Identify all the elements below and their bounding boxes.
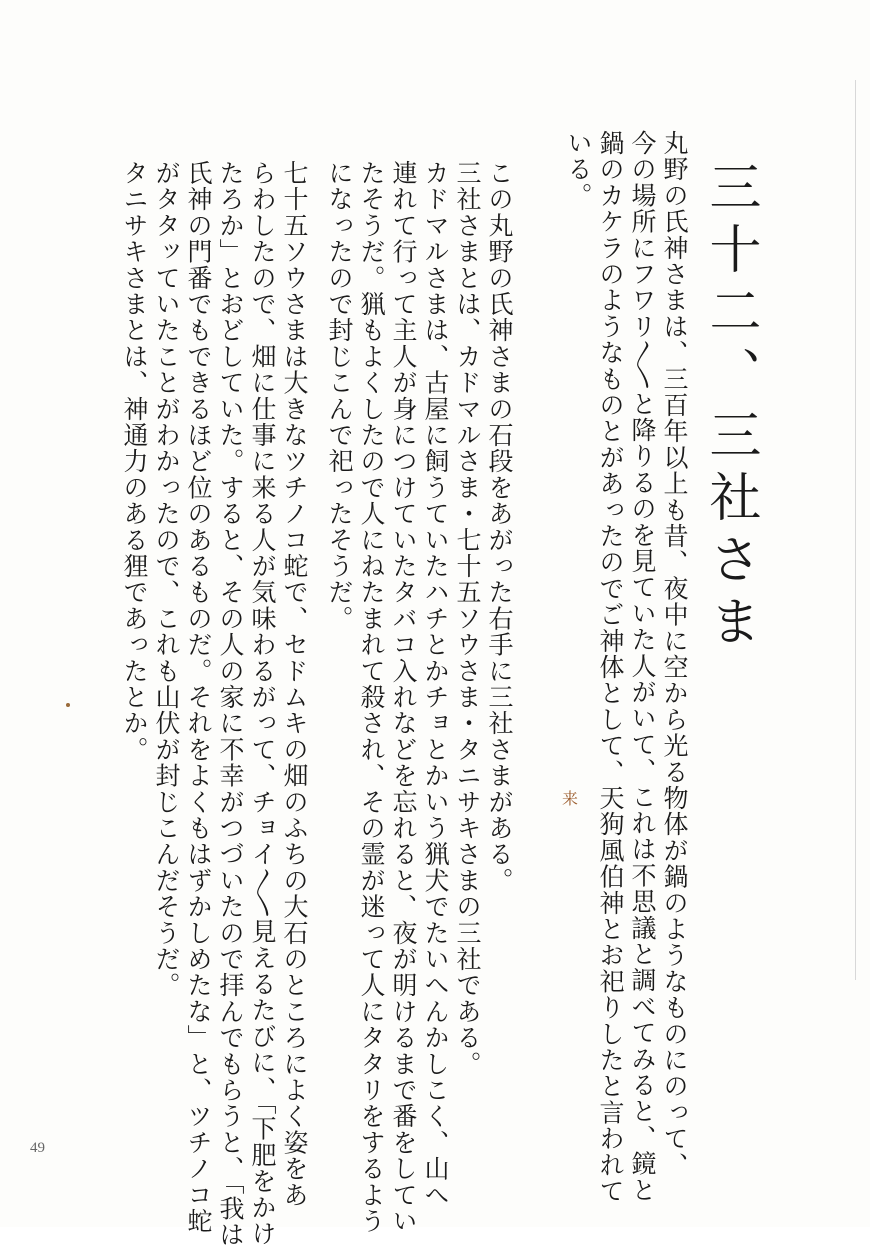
- handwritten-correction-mark: 来: [562, 789, 579, 808]
- text-line: らわしたので、畑に仕事に来る人が気味わるがって、チョイ〱見えるたびに、「下肥をかけ: [248, 160, 277, 1247]
- text-line: たろか」とおどしていた。すると、その人の家に不幸がつづいたので拝んでもらうと、「我は: [216, 160, 245, 1248]
- text-line: カドマルさまは、古屋に飼うていたハチとかチョとかいう猟犬でたいへんかしこく、山へ: [421, 160, 450, 1208]
- chapter-title: 三十二、三社さま: [700, 160, 760, 656]
- text-line: 鍋のカケラのようなものとがあったのでご神体として、天狗風伯神とお祀りしたと言われて: [596, 130, 625, 1205]
- section-3-text: [118, 160, 310, 1248]
- text-line: 今の場所にフワリ〱と降りるのを見ていた人がいて、これは不思議と調べてみると、鏡と: [628, 130, 657, 1203]
- text-line: この丸野の氏神さまの石段をあがった右手に三社さまがある。: [485, 160, 514, 894]
- section-2-text: [323, 160, 515, 1234]
- text-line: タニサキさまとは、神通力のある狸であったとか。: [120, 160, 149, 763]
- text-line: たそうだ。猟もよくしたので人にねたまれて殺され、その霊が迷って人にタタリをするよう: [357, 160, 386, 1235]
- text-line: 七十五ソウさまは大きなツチノコ蛇で、セドムキの畑のふちの大石のところによく姿をあ: [280, 160, 309, 1208]
- section-1-text: [562, 130, 690, 1204]
- text-line: 連れて行って主人が身につけていたタバコ入れなどを忘れると、夜が明けるまで番をしてい: [389, 160, 418, 1235]
- page-edge-line: [855, 80, 856, 980]
- page-number: 49: [30, 1140, 45, 1156]
- text-line: 丸野の氏神さまは、三百年以上も昔、夜中に空から光る物体が鍋のようなものにのって、: [660, 130, 689, 1178]
- text-line: 三社さまとは、カドマルさま・七十五ソウさま・タニサキさまの三社である。: [453, 160, 482, 1077]
- paper-speck: [66, 703, 70, 707]
- text-line: いる。: [564, 130, 593, 209]
- text-line: になったので封じこんで祀ったそうだ。: [325, 160, 354, 632]
- text-line: 氏神の門番でもできるほど位のあるものだ。それをよくもはずかしめたな」と、ツチノコ蛇: [184, 160, 213, 1235]
- text-line: がタタッていたことがわかったので、これも山伏が封じこんだそうだ。: [152, 160, 181, 999]
